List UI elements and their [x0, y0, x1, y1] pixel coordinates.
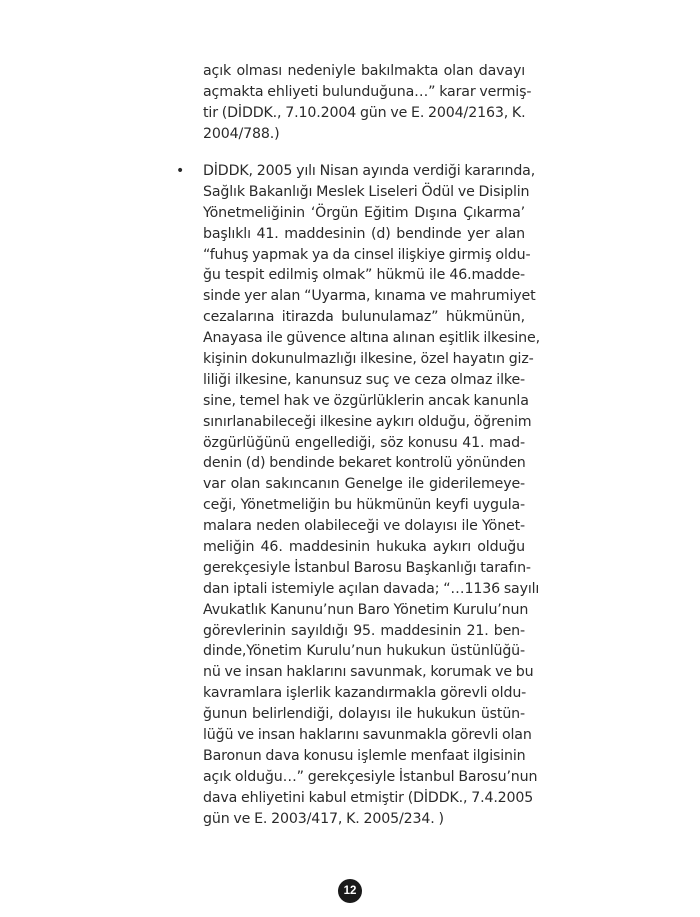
text-line: meliğin 46. maddesinin hukuka aykırı olduğu — [203, 539, 525, 556]
text-line: Baronun dava konusu işlemle menfaat ilgisinin — [203, 747, 526, 764]
text-line: açık olması nedeniyle bakılmakta olan davayı — [203, 63, 525, 79]
text-line: Yönetmeliğinin ‘Örgün Eğitim Dışına Çıkarma’ — [203, 204, 525, 221]
intro-paragraph — [203, 61, 532, 145]
text-line: kişinin dokunulmazlığı ilkesine, özel hayatın giz- — [203, 351, 534, 368]
text-line: açmakta ehliyeti bulunduğuna…” karar vermiş- — [203, 83, 532, 100]
text-line: “fuhuş yapmak ya da cinsel ilişkiye girmiş oldu- — [203, 246, 531, 263]
text-line: Avukatlık Kanunu’nun Baro Yönetim Kurulu’nun — [203, 601, 529, 618]
text-line: sine, temel hak ve özgürlüklerin ancak kanunla — [203, 392, 529, 409]
text-line: dan iptali istemiyle açılan davada; “…1136 sayılı — [203, 580, 540, 597]
text-line: sınırlanabileceği ilkesine aykırı olduğu, öğrenim — [203, 413, 532, 430]
text-line: 2004/788.) — [203, 125, 280, 142]
bullet-paragraph — [203, 161, 540, 830]
bullet-marker: • — [176, 163, 185, 179]
text-line: liliği ilkesine, kanunsuz suç ve ceza olmaz ilke- — [203, 371, 525, 388]
text-line: başlıklı 41. maddesinin (d) bendinde yer alan — [203, 225, 525, 242]
text-line: DİDDK, 2005 yılı Nisan ayında verdiği kararında, — [203, 163, 536, 179]
text-line: ğu tespit edilmiş olmak” hükmü ile 46.madde- — [203, 267, 525, 284]
text-line: gerekçesiyle İstanbul Barosu Başkanlığı tarafın- — [203, 559, 531, 576]
text-line: Sağlık Bakanlığı Meslek Liseleri Ödül ve Disiplin — [203, 183, 530, 200]
page-number-badge: 12 — [338, 879, 362, 903]
text-line: gün ve E. 2003/417, K. 2005/234. ) — [203, 810, 444, 827]
text-line: nü ve insan haklarını savunmak, korumak ve bu — [203, 664, 534, 681]
text-line: cezalarına itirazda bulunulamaz” hükmünün, — [203, 309, 525, 326]
text-line: ğunun belirlendiği, dolayısı ile hukukun üstün- — [203, 706, 525, 723]
text-line: Anayasa ile güvence altına alınan eşitlik ilkesine, — [203, 330, 540, 347]
text-line: var olan sakıncanın Genelge ile giderilemeye- — [203, 476, 525, 493]
text-line: ceği, Yönetmeliğin bu hükmünün keyfi uygula- — [203, 497, 525, 514]
text-line: denin (d) bendinde bekaret kontrolü yönünden — [203, 455, 526, 472]
text-line: tir (DİDDK., 7.10.2004 gün ve E. 2004/2163, K. — [203, 104, 526, 121]
text-line: görevlerinin sayıldığı 95. maddesinin 21. ben- — [203, 622, 525, 639]
text-line: sinde yer alan “Uyarma, kınama ve mahrumiyet — [203, 288, 536, 305]
text-line: lüğü ve insan haklarını savunmakla görevli olan — [203, 727, 532, 744]
text-line: malara neden olabileceği ve dolayısı ile Yönet- — [203, 518, 525, 535]
text-line: dinde,Yönetim Kurulu’nun hukukun üstünlüğü- — [203, 643, 525, 660]
text-line: açık olduğu…” gerekçesiyle İstanbul Barosu’nun — [203, 768, 538, 785]
text-line: kavramlara işlerlik kazandırmakla görevli oldu- — [203, 685, 527, 702]
text-line: dava ehliyetini kabul etmiştir (DİDDK., 7.4.2005 — [203, 789, 534, 806]
text-line: özgürlüğünü engellediği, söz konusu 41. mad- — [203, 434, 525, 451]
